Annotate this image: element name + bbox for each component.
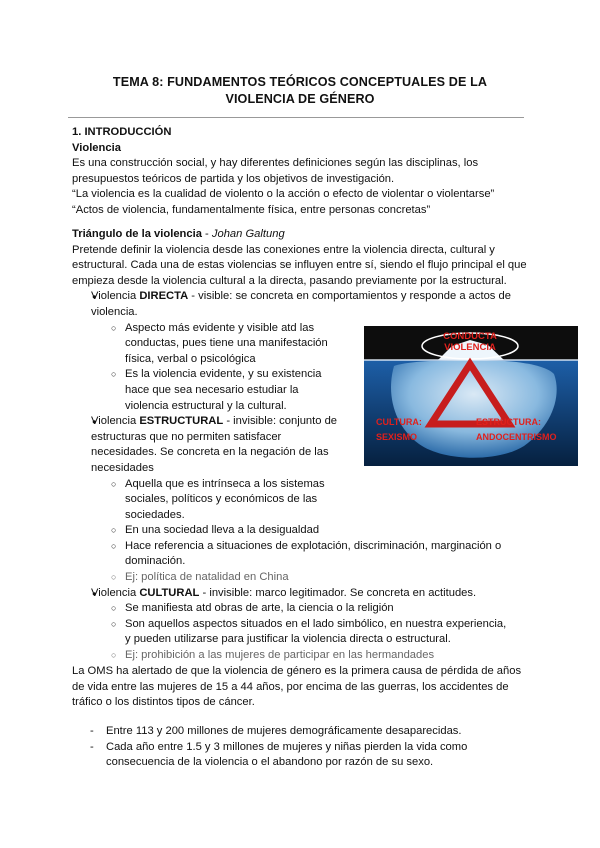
section-heading: 1. INTRODUCCIÓN [72,126,172,138]
quote-1: “La violencia es la cualidad de violento o la acción o efecto de violentar o violentarse” [72,188,495,201]
directa-sub1-line-3: física, verbal o psicológica [125,352,256,365]
estructural-sub1-line-2: sociales, políticos y económicos de las [125,493,318,506]
estructural-line-4: necesidades [91,461,154,474]
cultural-sub-item-2 [125,617,534,648]
cultural-keyword: CULTURAL [139,586,200,599]
triangle-paragraph-line-2: estructural. Cada una de estas violencias se influyen entre sí, siendo el flujo principal el que [72,259,527,272]
estructural-sub3-line-2: dominación. [125,555,186,568]
cultural-line-1 [91,586,534,602]
cultural-sub2-line-1: ○ Son aquellos aspectos situados en el lado simbólico, en nuestra experiencia, [125,617,507,630]
estructural-keyword: ESTRUCTURAL [139,415,224,428]
estructural-sub2-line: ○ En una sociedad lleva a la desigualdad [125,524,320,537]
cultural-sub2-line-2: y pueden utilizarse para justificar la violencia directa o estructural. [125,633,451,646]
oms-item2-line-1: - Cada año entre 1.5 y 3 millones de mujeres y niñas pierden la vida como [106,740,468,753]
estructural-sub1-line-1: ○ Aquella que es intrínseca a los sistemas [125,477,325,490]
cultural-sub3-line: ○ Ej: prohibición a las mujeres de participar en las hermandades [125,649,435,662]
cultural-sub-item-1 [125,601,534,617]
label-conducta: CONDUCTA [443,331,497,342]
cultural-text: - invisible: marco legitimador. Se concreta en actitudes. [199,586,477,599]
estructural-sub1-line-3: sociedades. [125,508,185,521]
oms-line-2: de vida entre las mujeres de 15 a 44 años, por encima de las guerras, los accidentes de [72,680,509,693]
title-divider [68,117,524,118]
estructural-sub3-line-1: ○ Hace referencia a situaciones de explotación, discriminación, marginación o [125,539,502,552]
iceberg-image [364,326,578,466]
directa-sub2-line-2: hace que sea necesario estudiar la [125,383,299,396]
subheading-violencia: Violencia [72,141,121,154]
triangle-heading [72,227,534,243]
label-sexismo: SEXISMO [376,432,418,442]
iceberg-figure [364,326,578,466]
triangle-paragraph-line-3: empieza desde la violencia cultural a la directa, pasando previamente por la estructural. [72,274,507,287]
cultural-sub-item-3 [125,648,534,664]
triangle-heading-text: Triángulo de la violencia [72,228,202,240]
oms-list [72,724,534,771]
oms-item1-line: - Entre 113 y 200 millones de mujeres demográficamente desaparecidas. [106,725,462,737]
intro-section [72,125,534,219]
cultural-sub1-line: ○ Se manifiesta atd obras de arte, la ciencia o la religión [125,602,394,615]
page-title [60,74,540,108]
oms-list-section [72,724,534,771]
quote-2: “Actos de violencia, fundamentalmente física, entre personas concretas” [72,203,431,216]
estructural-text: - invisible: conjunto de [223,415,338,428]
estructural-sub-item-4 [125,570,534,586]
label-andocentrismo: ANDOCENTRISMO [476,432,557,442]
directa-sub2-line-1: ○ Es la violencia evidente, y su existencia [125,368,322,381]
estructural-prefix: Violencia [91,415,140,428]
cultural-sublist [91,601,534,663]
directa-sub1-line-1: ○ Aspecto más evidente y visible atd las [125,321,315,334]
oms-list-item-1 [106,724,534,740]
estructural-sub-item-2 [125,523,534,539]
list-item-cultural [91,586,534,664]
label-violencia: VIOLENCIA [444,342,496,353]
title-line-2: VIOLENCIA DE GÉNERO [225,92,375,106]
cultural-prefix: Violencia [91,586,140,599]
estructural-line-2: estructuras que no permiten satisfacer [91,430,282,443]
intro-paragraph-line-2: presupuestos teóricos de partida y los objetivos de investigación. [72,172,395,185]
oms-line-1: La OMS ha alertado de que la violencia de género es la primera causa de pérdida de años [72,665,522,677]
estructural-sub-item-1 [125,477,534,524]
triangle-paragraph-line-1: Pretende definir la violencia desde las conexiones entre la violencia directa, cultural y [72,243,495,256]
estructural-sub-item-3 [125,539,534,570]
oms-item2-line-2: consecuencia de la violencia o el abandono por razón de su sexo. [106,756,434,769]
author-name: Johan Galtung [211,228,285,240]
intro-paragraph-line-1: Es una construcción social, y hay diferentes definiciones según las disciplinas, los [72,157,479,170]
label-estructura: ESTRUCTURA: [476,417,541,427]
directa-keyword: DIRECTA [139,290,189,303]
oms-section [72,664,534,711]
directa-line-2: violencia. [91,305,138,318]
label-cultura: CULTURA: [376,417,422,427]
directa-sub1-line-2: conductas, pues tiene una manifestación [125,337,328,350]
heading-sep: - [201,228,212,240]
directa-sub2-line-3: violencia estructural y la cultural. [125,399,287,412]
estructural-sublist [91,477,534,586]
estructural-sub4-line: ○ Ej: política de natalidad en China [125,571,289,584]
oms-line-3: tráfico o los distintos tipos de cáncer. [72,696,255,709]
estructural-line-3: necesidades. Se concreta en la negación de las [91,446,329,459]
oms-list-item-2 [106,740,534,771]
directa-text: - visible: se concreta en comportamientos y responde a actos de [188,290,511,303]
directa-prefix: Violencia [91,290,140,303]
title-line-1: TEMA 8: FUNDAMENTOS TEÓRICOS CONCEPTUALES DE LA [112,75,488,89]
directa-line-1 [91,289,534,305]
